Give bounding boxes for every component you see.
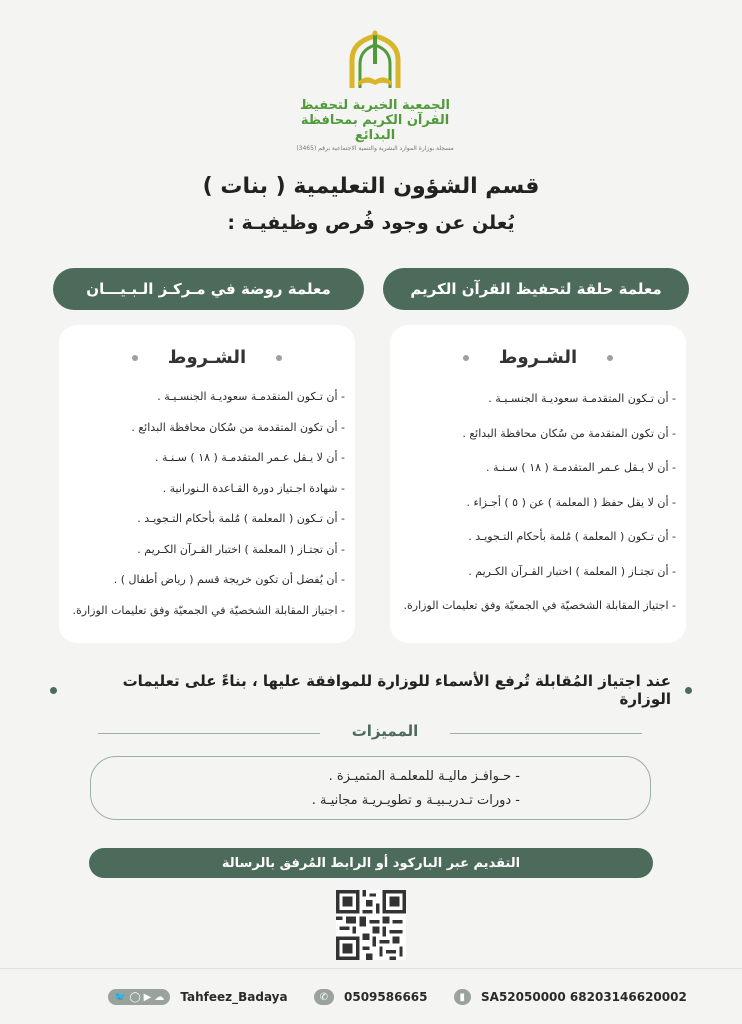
condition-item: - أن لا يـقل عـمر المتقدمـة ( ١٨ ) سـنـة . — [390, 451, 686, 486]
condition-item: - أن لا يقل حفظ ( المعلمة ) عن ( ٥ ) أجـزاء . — [390, 486, 686, 521]
job-title-kindergarten-teacher: معلمة روضة في مـركـز الـبـيـــان — [53, 268, 364, 310]
condition-item: - شهادة اجـتياز دورة القـاعدة الـنورانية . — [59, 474, 355, 505]
org-name-line1: الجمعية الخيرية لتحفيظ — [299, 98, 450, 113]
divider — [0, 968, 742, 969]
bank-card-icon: ▮ — [454, 989, 472, 1005]
bullet-dot — [463, 355, 469, 361]
apply-instructions: التقديم عبر الباركود أو الرابط المُرفق بالرسالة — [89, 848, 653, 878]
quran-mosque-logo-icon — [344, 30, 406, 92]
condition-item: - أن تجتـاز ( المعلمة ) اختبار القـرآن الكـريم . — [59, 535, 355, 566]
conditions-heading: الشـروط — [390, 347, 686, 368]
announcement-text: يُعلن عن وجود فُرص وظيفيـة : — [227, 212, 515, 234]
social-icons — [108, 989, 170, 1005]
conditions-heading: الشـروط — [59, 347, 355, 368]
condition-item: - أن تكون المتقدمة من سُكان محافظة البدائع . — [59, 413, 355, 444]
youtube-icon[interactable]: ▶ — [143, 991, 152, 1003]
condition-item: - اجتياز المقابلة الشخصيّة في الجمعيّة وفق تعليمات الوزارة. — [390, 589, 686, 624]
phone-number[interactable]: 0509586665 — [344, 990, 428, 1004]
conditions-card-kindergarten — [59, 325, 355, 643]
divider — [450, 733, 642, 734]
divider — [98, 733, 320, 734]
condition-item: - أن تـكون المتقدمـة سعوديـة الجنسـيـة . — [390, 382, 686, 417]
condition-item: - أن تـكون ( المعلمة ) مُلمة بأحكام التـجويـد . — [390, 520, 686, 555]
whatsapp-icon[interactable]: ✆ — [314, 989, 334, 1005]
org-logo — [295, 30, 455, 152]
features-box — [90, 756, 651, 820]
bullet-dot — [607, 355, 613, 361]
job-title-quran-teacher: معلمة حلقة لتحفيظ القرآن الكريم — [383, 268, 689, 310]
org-registration: مسجلة بوزارة الموارد البشرية والتنمية الاجتماعية برقم (3465) — [296, 145, 454, 152]
department-title: قسم الشؤون التعليمية ( بنات ) — [202, 174, 540, 199]
condition-item: - أن لا يـقل عـمر المتقدمـة ( ١٨ ) سـنـة . — [59, 443, 355, 474]
twitter-icon[interactable]: 🐦 — [114, 991, 127, 1003]
feature-item: - حـوافـز ماليـة للمعلمـة المتميـزة . — [91, 765, 650, 789]
bullet-dot — [132, 355, 138, 361]
condition-item: - أن تـكون المتقدمـة سعوديـة الجنسـيـة . — [59, 382, 355, 413]
org-name-line2: القرآن الكريم بمحافظة البدائع — [300, 113, 450, 143]
condition-item: - أن تجتـاز ( المعلمة ) اختبار القـرآن الكـريم . — [390, 555, 686, 590]
social-handle[interactable]: Tahfeez_Badaya — [180, 990, 288, 1004]
interview-note: عند اجتياز المُقابلة تُرفع الأسماء للوزارة للموافقة عليها ، بناءً على تعليمات الوزارة — [50, 672, 692, 708]
features-title: المميزات — [351, 722, 419, 740]
feature-item: - دورات تـدريـبيـة و تطويـريـة مجانيـة . — [91, 789, 650, 813]
bullet-dot — [276, 355, 282, 361]
instagram-icon[interactable]: ◯ — [129, 991, 141, 1003]
condition-item: - أن تـكون ( المعلمة ) مُلمة بأحكام التـجويـد . — [59, 504, 355, 535]
contact-footer — [108, 988, 687, 1006]
condition-item: - أن يُفضل أن تكون خريجة قسم ( رياض أطفال ) . — [59, 565, 355, 596]
qr-code-icon[interactable] — [336, 890, 406, 960]
iban-number: SA52050000 68203146620002 — [481, 990, 687, 1004]
conditions-card-quran — [390, 325, 686, 643]
condition-item: - أن تكون المتقدمة من سُكان محافظة البدائع . — [390, 417, 686, 452]
condition-item: - اجتياز المقابلة الشخصيّة في الجمعيّة وفق تعليمات الوزارة. — [59, 596, 355, 627]
bullet-dot — [685, 687, 692, 694]
snapchat-icon[interactable]: ☁ — [154, 991, 165, 1003]
bullet-dot — [50, 687, 57, 694]
